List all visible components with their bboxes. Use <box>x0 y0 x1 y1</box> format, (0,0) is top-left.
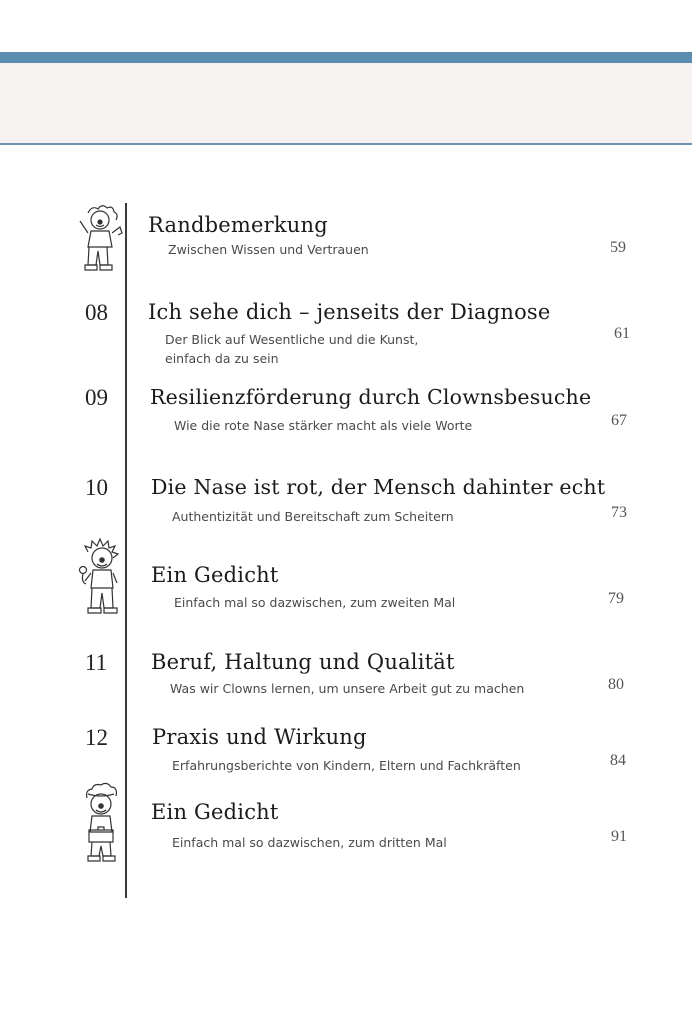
header-band <box>0 63 692 143</box>
header-rule <box>0 143 692 145</box>
toc-page-number: 67 <box>611 412 627 429</box>
toc-page-number: 73 <box>611 504 627 521</box>
toc-subtitle: Wie die rote Nase stärker macht als viele Worte <box>174 418 473 433</box>
vertical-divider <box>125 203 127 898</box>
toc-page-number: 79 <box>608 590 624 607</box>
toc-page-number: 59 <box>610 239 626 256</box>
toc-subtitle: Einfach mal so dazwischen, zum zweiten Mal <box>174 595 456 610</box>
clown-icon <box>78 538 124 622</box>
toc-subtitle: Was wir Clowns lernen, um unsere Arbeit gut zu machen <box>170 681 525 696</box>
toc-page-number: 80 <box>608 676 624 693</box>
chapter-number: 11 <box>85 650 108 675</box>
toc-title: Ein Gedicht <box>151 800 279 824</box>
clown-icon <box>74 203 126 277</box>
top-color-bar <box>0 52 692 63</box>
toc-title: Ein Gedicht <box>151 563 279 587</box>
chapter-number: 12 <box>85 725 108 750</box>
toc-title: Ich sehe dich – jenseits der Diagnose <box>148 300 551 324</box>
toc-page-number: 84 <box>610 752 626 769</box>
toc-subtitle: Erfahrungsberichte von Kindern, Eltern und Fachkräften <box>172 758 521 773</box>
toc-title: Randbemerkung <box>148 213 328 237</box>
toc-title: Praxis und Wirkung <box>152 725 367 749</box>
chapter-number: 08 <box>85 300 108 325</box>
toc-subtitle: Authentizität und Bereitschaft zum Scheitern <box>172 509 454 524</box>
chapter-number: 10 <box>85 475 108 500</box>
toc-page-number: 61 <box>614 325 630 342</box>
toc-subtitle: Der Blick auf Wesentliche und die Kunst, <box>165 332 419 347</box>
chapter-number: 09 <box>85 385 108 410</box>
toc-page-number: 91 <box>611 828 627 845</box>
toc-title: Beruf, Haltung und Qualität <box>151 650 455 674</box>
toc-subtitle: Einfach mal so dazwischen, zum dritten Mal <box>172 835 447 850</box>
toc-title: Die Nase ist rot, der Mensch dahinter echt <box>151 475 606 499</box>
toc-subtitle: Zwischen Wissen und Vertrauen <box>168 242 369 257</box>
toc-subtitle: einfach da zu sein <box>165 351 279 366</box>
toc-title: Resilienzförderung durch Clownsbesuche <box>150 385 592 409</box>
clown-icon <box>80 782 122 870</box>
